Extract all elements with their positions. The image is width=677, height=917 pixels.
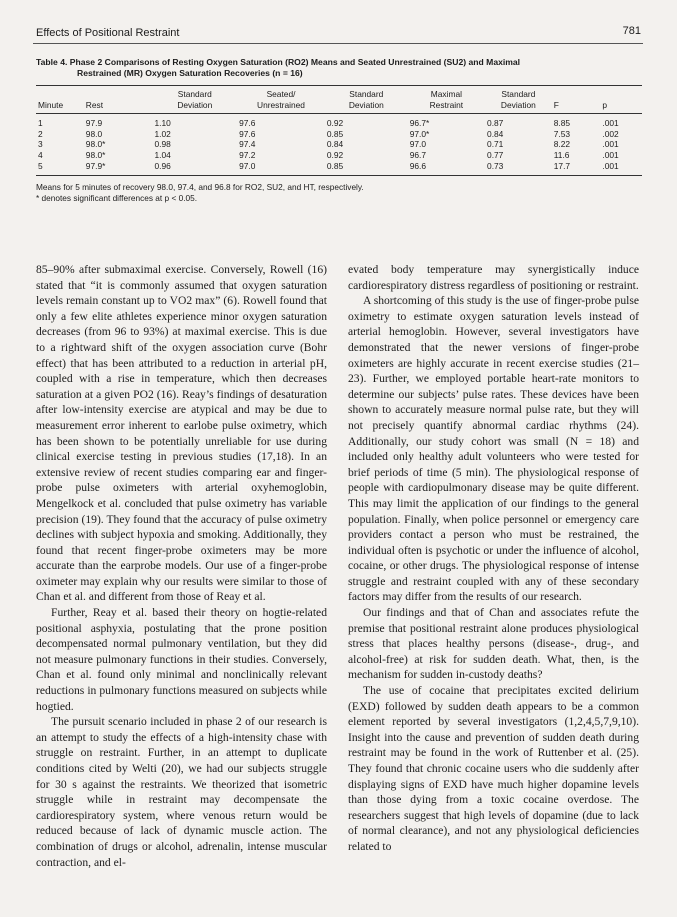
table-cell: 97.0 — [409, 139, 427, 150]
table-cell: 0.92 — [326, 118, 344, 129]
table-cell: 17.7 — [553, 160, 571, 171]
table-note: Means for 5 minutes of recovery 98.0, 97.4, and 96.8 for RO2, SU2, and HT, respectively. — [36, 182, 364, 193]
table-cell: 97.0* — [409, 128, 430, 139]
table-note: * denotes significant differences at p < 0.05. — [36, 193, 198, 204]
table-cell: 3 — [38, 139, 43, 150]
table-row — [36, 114, 642, 129]
table-cell: 0.77 — [487, 149, 504, 160]
table-caption-line-1: Table 4. Phase 2 Comparisons of Resting Oxygen Saturation (RO2) Means and Seated Unrestrained (SU2) and Maximal — [36, 57, 521, 67]
table-cell: .002 — [602, 128, 619, 139]
table-cell: 98.0* — [85, 149, 106, 160]
table-4 — [36, 57, 642, 204]
paragraph: 85–90% after submaximal exercise. Conversely, Rowell (16) stated that “it is commonly assumed that oxygen saturation levels remain constant up to VO2 max” (6). Rowell found that only a few elite athletes experience minor oxygen saturation decreases (from 96 to 93%) at maximal exercise. This is due to a rightward shift of the oxygen association curve (Bohr effect) that has been attributed to a reduction in arterial pH, coupled with a rise in temperature, which then decreases saturation at a given PO2 (16). Reay’s findings of desaturation after low-intensity exercise are atypical and may be due to measurement error inherent to earlobe pulse oximetry, which has been shown to be potentially unreliable for use during clinical exercise testing in previous studies (17,18). In an extensive review of recent studies comparing ear and finger-probe pulse oximeters with arterial oxyhemoglobin, Mengelkock et al. concluded that pulse oximetry has variable precision (19). They found that the accuracy of pulse oximetry declines with subject hypoxia and smoking. Additionally, they found that recent finger-probe oximeters may be more accurate than the earprobe models. Our use of a finger-probe oximeter may explain why our results were similar to those of Chan et al. and different from those of Reay et al. — [36, 263, 327, 604]
table-cell: 0.85 — [326, 128, 344, 139]
table-cell: .001 — [602, 160, 619, 171]
paragraph: evated body temperature may synergistically induce cardiorespiratory distress regardless of positioning or restraint. — [348, 263, 639, 292]
table-cell: .001 — [602, 149, 619, 160]
table-cell: 5 — [38, 160, 43, 171]
column-header: Standard Deviation — [177, 89, 213, 110]
table-cell: 97.6 — [239, 128, 256, 139]
table-cell: 0.96 — [154, 160, 171, 171]
table-row — [36, 139, 642, 150]
table-cell: 97.2 — [239, 149, 256, 160]
table-cell: 7.53 — [553, 128, 571, 139]
table-cell: 4 — [38, 149, 43, 160]
paragraph: The pursuit scenario included in phase 2 of our research is an attempt to study the effects of a high-intensity chase with struggle on restraint. Further, in an attempt to duplicate conditions cited by Welti (20), we had our subjects struggle for 30 s against the restraints. We theorized that isometric struggle while in restraint may decompensate the cardiorespiratory system, where venous return would be reduced because of lack of dynamic muscle action. The combination of drugs or alcohol, adrenalin, intense muscular contraction, and el- — [36, 715, 327, 869]
paragraph: Further, Reay et al. based their theory on hogtie-related positional asphyxia, postulating that the prone position decompensated normal pulmonary ventilation, but they did not measure pulmonary functions in their studies. Conversely, Chan et al. found only minimal and nonclinically relevant reductions in pulmonary functions measured on subjects while hogtied. — [36, 606, 327, 713]
table-cell: 0.85 — [326, 160, 344, 171]
table-cell: 0.98 — [154, 139, 171, 150]
table-cell: 1.04 — [154, 149, 171, 160]
table-cell: 1 — [38, 118, 43, 129]
table-cell: 0.84 — [487, 128, 504, 139]
page-number: 781 — [622, 25, 641, 37]
table-cell: .001 — [602, 118, 619, 129]
table-cell: 97.0 — [239, 160, 256, 171]
column-header: Minute — [38, 99, 64, 110]
table-cell: 8.22 — [553, 139, 571, 150]
table-bottom-rule — [36, 175, 642, 176]
column-header: Seated/ Unrestrained — [257, 89, 305, 110]
table-cell: 2 — [38, 128, 43, 139]
table-row — [36, 150, 642, 161]
paragraph: The use of cocaine that precipitates excited delirium (EXD) followed by sudden death appears to be a common element reported by several investigators (1,2,4,5,7,9,10). Insight into the cause and prevention of sudden death during restraint may be found in the work of Ruttenber et al. (25). They found that chronic cocaine users who die suddenly after displaying signs of EXD have much higher dopamine levels than those dying from a toxic cocaine overdose. The researchers suggest that high levels of dopamine (due to lack of normal clearance), and not any physiological deficiencies related to — [348, 684, 639, 853]
table-caption — [36, 57, 642, 79]
table-cell: 1.02 — [154, 128, 171, 139]
table-cell: 96.7 — [409, 149, 427, 160]
table-cell: 97.9 — [85, 118, 103, 129]
table-cell: 97.9* — [85, 160, 106, 171]
data-table — [36, 86, 642, 175]
table-row — [36, 161, 642, 176]
table-cell: .001 — [602, 139, 619, 150]
table-header-row — [36, 86, 642, 113]
table-cell: 0.71 — [487, 139, 504, 150]
table-cell: 0.84 — [326, 139, 344, 150]
table-cell: 96.6 — [409, 160, 427, 171]
table-cell: 1.10 — [154, 118, 171, 129]
column-header: Rest — [85, 99, 104, 110]
table-cell: 11.6 — [553, 149, 570, 160]
header-rule — [33, 43, 643, 44]
body-text — [36, 262, 642, 902]
table-cell: 96.7* — [409, 118, 430, 129]
table-cell: 0.87 — [487, 118, 504, 129]
column-header: Standard Deviation — [500, 89, 536, 110]
table-notes — [36, 182, 642, 204]
table-cell: 0.73 — [487, 160, 504, 171]
running-head: Effects of Positional Restraint — [36, 27, 180, 39]
table-cell: 98.0 — [85, 128, 103, 139]
column-header: Maximal Restraint — [429, 89, 464, 110]
paragraph: A shortcoming of this study is the use of finger-probe pulse oximetry to estimate oxygen saturation levels instead of arterial hemoglobin. However, several investigators have demonstrated that the newer versions of finger-probe oximeters are highly accurate in recent exercise studies (21–23). Further, we employed portable heart-rate monitors to determine our subjects’ pulse rates. These devices have been shown to accurately measure normal pulse rate, but they will not precisely quantify abnormal cardiac rhythms (24). Additionally, our study cohort was small (N = 18) and included only healthy adult volunteers who were tested for brief periods of time (5 min). The physiological response of people with cardiopulmonary disease may be quite different. This may limit the application of our findings to the general population. Finally, when police personnel or emergency care providers contact a person who must be restrained, the individual often is psychotic or under the influence of alcohol, cocaine, or other drugs. The physiological response of intense struggle and restraint coupled with any of these secondary factors may differ from the results of our research. — [348, 294, 639, 604]
table-cell: 0.92 — [326, 149, 344, 160]
column-header: Standard Deviation — [348, 89, 384, 110]
paragraph: Our findings and that of Chan and associates refute the premise that positional restraint alone produces physiological stress that places healthy persons (disease-, drug-, and alcohol-free) at risk for sudden death. What, then, is the mechanism for sudden in-custody deaths? — [348, 606, 639, 682]
table-row — [36, 129, 642, 140]
table-caption-line-2: Restrained (MR) Oxygen Saturation Recoveries (n = 16) — [77, 68, 303, 78]
table-cell: 98.0* — [85, 139, 106, 150]
left-column — [36, 262, 327, 870]
column-header: F — [553, 99, 559, 110]
table-cell: 97.6 — [239, 118, 256, 129]
right-column — [348, 262, 639, 855]
table-cell: 8.85 — [553, 118, 571, 129]
column-header: p — [602, 99, 608, 110]
table-cell: 97.4 — [239, 139, 256, 150]
